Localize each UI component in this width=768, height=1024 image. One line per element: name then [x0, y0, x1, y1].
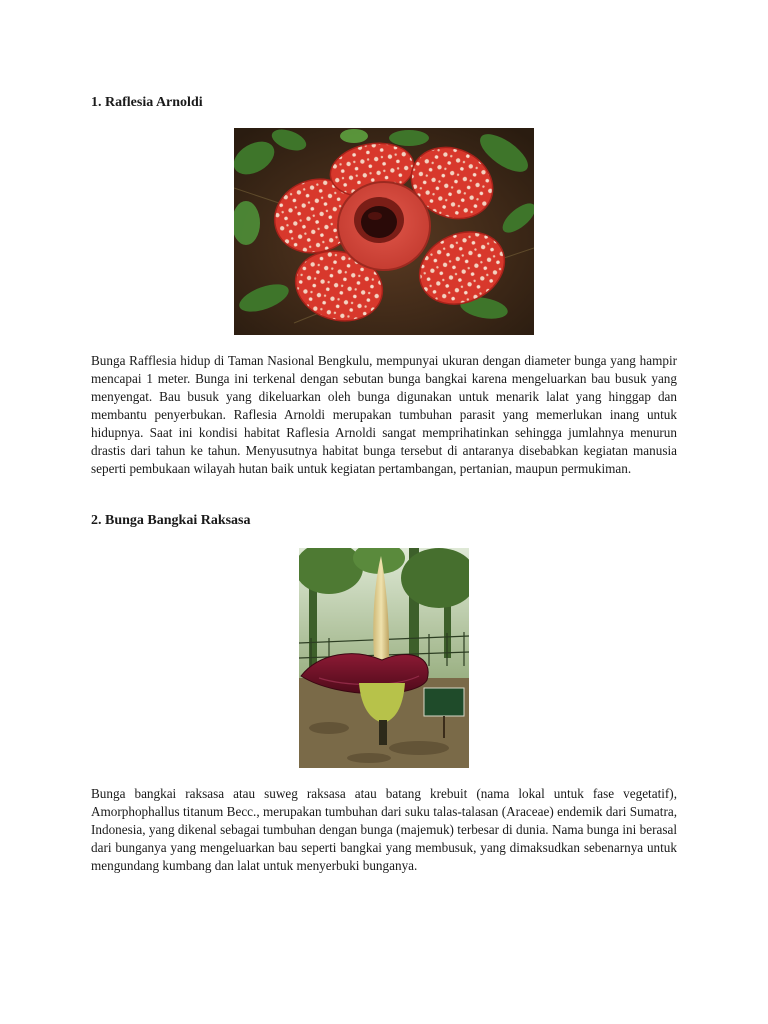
section-heading-rafflesia: 1. Raflesia Arnoldi [91, 95, 203, 110]
rafflesia-photo [234, 128, 534, 335]
rafflesia-illustration [234, 128, 534, 335]
section-heading-bunga-bangkai: 2. Bunga Bangkai Raksasa [91, 513, 251, 528]
amorphophallus-photo [299, 548, 469, 768]
amorphophallus-illustration [299, 548, 469, 768]
rafflesia-paragraph: Bunga Rafflesia hidup di Taman Nasional Bengkulu, mempunyai ukuran dengan diameter bunga yang hampir mencapai 1 meter. Bunga ini terkenal dengan sebutan bunga bangkai karena mengeluarkan bau busuk yang menyengat. Bau busuk yang dikeluarkan oleh bunga digunakan untuk menarik lalat yang hinggap dan membantu penyerbukan. Raflesia Arnoldi merupakan tumbuhan parasit yang memerlukan inang untuk hidupnya. Saat ini kondisi habitat Raflesia Arnoldi sangat memprihatinkan sehingga jumlahnya menurun drastis dari tahun ke tahun. Menyusutnya habitat bunga tersebut di antaranya disebabkan kegiatan manusia seperti pembukaan wilayah hutan baik untuk kegiatan pertambangan, pertanian, maupun permukiman. [91, 353, 677, 476]
amorphophallus-paragraph: Bunga bangkai raksasa atau suweg raksasa atau batang krebuit (nama lokal untuk fase vegetatif), Amorphophallus titanum Becc., merupakan tumbuhan dari suku talas-talasan (Araceae) endemik dari Sumatra, Indonesia, yang dikenal sebagai tumbuhan dengan bunga (majemuk) terbesar di dunia. Nama bunga ini berasal dari bunganya yang mengeluarkan bau seperti bangkai yang membusuk, yang dimaksudkan sebenarnya untuk mengundang kumbang dan lalat untuk menyerbuki bunganya. [91, 786, 677, 873]
